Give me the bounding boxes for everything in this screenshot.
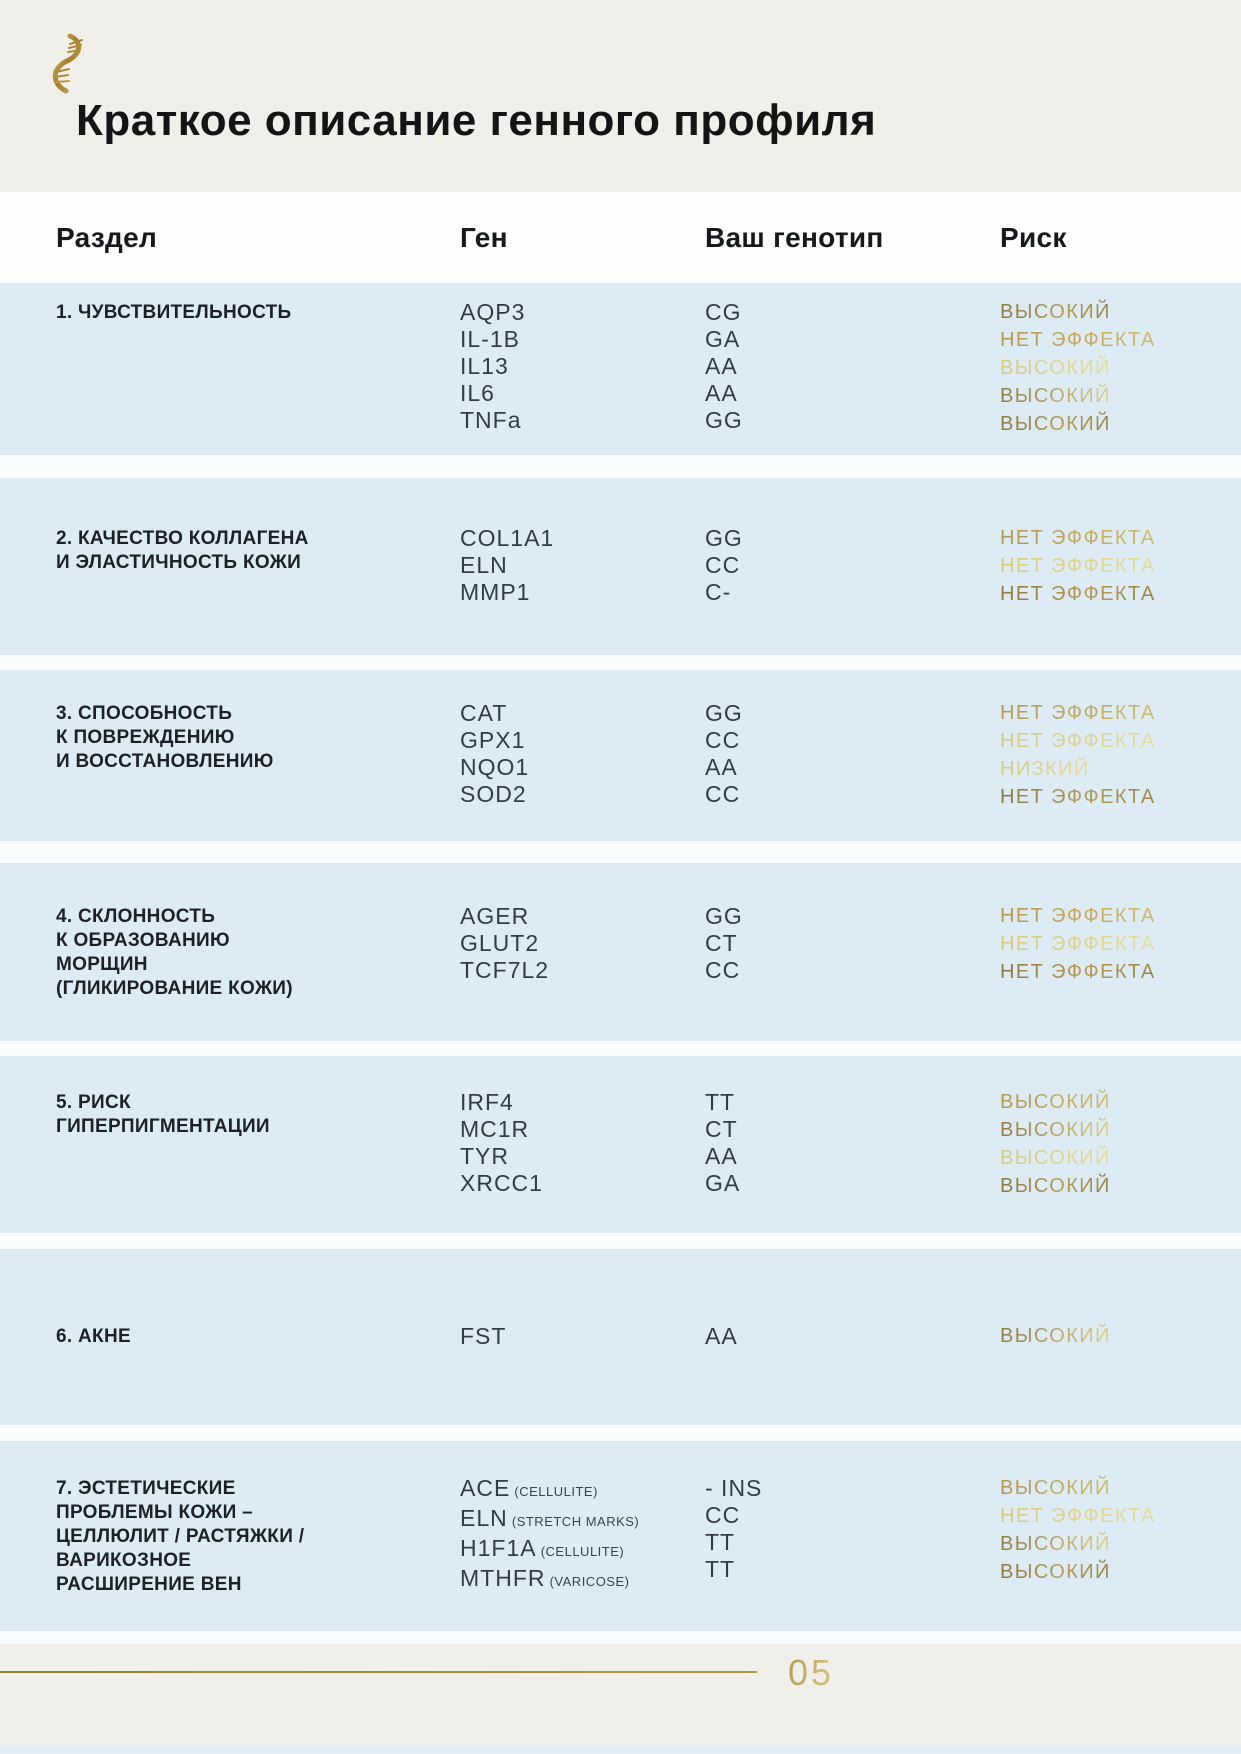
section-title-line: ВАРИКОЗНОЕ xyxy=(56,1550,192,1571)
genotype-cell: GA xyxy=(705,326,741,352)
sections xyxy=(0,283,1241,1644)
section-title-line: 4. СКЛОННОСТЬ xyxy=(56,906,216,927)
genotype-cell: CC xyxy=(705,780,741,807)
genotype-cell: - INS xyxy=(705,1475,763,1501)
gene-cell: TCF7L2 xyxy=(460,957,550,983)
risk-column xyxy=(1000,1475,1241,1587)
gene-cell: IL-1B xyxy=(460,326,520,352)
genotype-cell: CG xyxy=(705,299,742,325)
genotype-column xyxy=(705,700,1000,808)
genotype-cell: C- xyxy=(705,578,732,605)
gene-cell: FST xyxy=(460,1323,507,1349)
gene-column xyxy=(460,903,705,984)
section-title-cell xyxy=(56,1089,460,1139)
risk-cell xyxy=(1000,1089,1241,1117)
risk-value: ВЫСОКИЙ xyxy=(1000,299,1111,326)
risk-cell xyxy=(1000,1531,1241,1559)
column-header-section: Раздел xyxy=(56,222,158,253)
gene-cell: TYR xyxy=(460,1142,509,1169)
risk-cell xyxy=(1000,1503,1241,1531)
risk-cell xyxy=(1000,1323,1241,1351)
risk-column xyxy=(1000,903,1241,987)
genotype-cell: CC xyxy=(705,957,741,983)
section-row-group xyxy=(0,1323,1241,1351)
gene-cell: XRCC1 xyxy=(460,1169,543,1196)
gene-column xyxy=(460,700,705,808)
section-title-line: ГИПЕРПИГМЕНТАЦИИ xyxy=(56,1115,270,1137)
section-title-line: 7. ЭСТЕТИЧЕСКИЕ xyxy=(56,1478,236,1499)
column-header-genotype: Ваш генотип xyxy=(705,222,884,253)
page-number: 05 xyxy=(788,1652,835,1693)
risk-value: ВЫСОКИЙ xyxy=(1000,1089,1111,1116)
genotype-cell: AA xyxy=(705,1142,738,1169)
section-title-line: РАСШИРЕНИЕ ВЕН xyxy=(56,1574,242,1595)
footer-divider-line xyxy=(0,1671,757,1673)
risk-value: НЕТ ЭФФЕКТА xyxy=(1000,581,1156,608)
genotype-column xyxy=(705,525,1000,606)
risk-value: ВЫСОКИЙ xyxy=(1000,1531,1111,1558)
gene-cell: SOD2 xyxy=(460,780,527,807)
section-row-group xyxy=(0,903,1241,1001)
section-band xyxy=(0,1249,1241,1425)
section-title-line: 5. РИСК xyxy=(56,1091,131,1113)
section-title xyxy=(56,700,460,774)
risk-value: ВЫСОКИЙ xyxy=(1000,1145,1111,1172)
risk-cell xyxy=(1000,553,1241,581)
section-band xyxy=(0,1056,1241,1233)
risk-value: ВЫСОКИЙ xyxy=(1000,1117,1111,1144)
section-title-cell xyxy=(56,299,460,325)
genotype-cell: AA xyxy=(705,380,738,406)
risk-cell xyxy=(1000,327,1241,355)
risk-cell xyxy=(1000,1559,1241,1587)
risk-value: НЕТ ЭФФЕКТА xyxy=(1000,959,1156,986)
gene-column xyxy=(460,299,705,434)
risk-value: НИЗКИЙ xyxy=(1000,756,1090,783)
gene-cell: AQP3 xyxy=(460,299,526,325)
gene-cell: MTHFR (VARICOSE) xyxy=(460,1565,630,1591)
section-row-group xyxy=(0,299,1241,439)
risk-value: НЕТ ЭФФЕКТА xyxy=(1000,327,1156,354)
genotype-column xyxy=(705,903,1000,984)
genotype-cell: GG xyxy=(705,903,743,929)
risk-cell xyxy=(1000,1475,1241,1503)
column-header-gene: Ген xyxy=(460,222,508,253)
genotype-column xyxy=(705,299,1000,434)
risk-cell xyxy=(1000,784,1241,812)
gene-cell: ELN xyxy=(460,551,508,578)
risk-value: ВЫСОКИЙ xyxy=(1000,411,1111,438)
section-title-line: 3. СПОСОБНОСТЬ xyxy=(56,702,233,724)
section-title-line: К ОБРАЗОВАНИЮ xyxy=(56,930,230,951)
risk-value: НЕТ ЭФФЕКТА xyxy=(1000,931,1156,958)
section-title xyxy=(56,903,460,1001)
genotype-cell: GG xyxy=(705,524,743,551)
column-header-risk: Риск xyxy=(1000,222,1067,253)
gene-cell: GLUT2 xyxy=(460,930,540,956)
genotype-cell: CT xyxy=(705,930,738,956)
genotype-cell: TT xyxy=(705,1529,736,1555)
section-title-line: ЦЕЛЛЮЛИТ / РАСТЯЖКИ / xyxy=(56,1526,305,1547)
risk-column xyxy=(1000,700,1241,812)
risk-cell xyxy=(1000,383,1241,411)
section-row-group xyxy=(0,1475,1241,1597)
table-header xyxy=(0,192,1241,283)
section-title xyxy=(56,1475,460,1597)
gene-cell: IRF4 xyxy=(460,1088,514,1115)
risk-value: НЕТ ЭФФЕКТА xyxy=(1000,784,1156,811)
risk-value: НЕТ ЭФФЕКТА xyxy=(1000,525,1156,552)
risk-value: НЕТ ЭФФЕКТА xyxy=(1000,903,1156,930)
section-title-cell xyxy=(56,700,460,774)
risk-value: ВЫСОКИЙ xyxy=(1000,1323,1111,1350)
genotype-column xyxy=(705,1089,1000,1197)
gene-cell: CAT xyxy=(460,699,508,726)
gene-column xyxy=(460,525,705,606)
genotype-column xyxy=(705,1323,1000,1350)
risk-value: ВЫСОКИЙ xyxy=(1000,1173,1111,1200)
risk-column xyxy=(1000,1323,1241,1351)
section-title-line: ПРОБЛЕМЫ КОЖИ – xyxy=(56,1502,254,1523)
risk-value: ВЫСОКИЙ xyxy=(1000,1475,1111,1502)
gene-cell: ELN (STRETCH MARKS) xyxy=(460,1505,640,1531)
risk-cell xyxy=(1000,903,1241,931)
risk-value: НЕТ ЭФФЕКТА xyxy=(1000,1503,1156,1530)
section-title-cell xyxy=(56,1475,460,1597)
gene-cell: ACE (CELLULITE) xyxy=(460,1475,598,1501)
genotype-cell: CC xyxy=(705,551,741,578)
section-title-line: И ВОССТАНОВЛЕНИЮ xyxy=(56,750,274,772)
gene-cell: NQO1 xyxy=(460,753,530,780)
dna-logo-icon xyxy=(46,32,88,100)
risk-cell xyxy=(1000,700,1241,728)
section-row-group xyxy=(0,1089,1241,1201)
section-title-line: 2. КАЧЕСТВО КОЛЛАГЕНА xyxy=(56,527,309,549)
gene-cell: MMP1 xyxy=(460,578,531,605)
section-band xyxy=(0,1441,1241,1631)
section-title xyxy=(56,525,460,575)
risk-cell xyxy=(1000,959,1241,987)
gene-cell: MC1R xyxy=(460,1115,530,1142)
section-band xyxy=(0,478,1241,655)
gene-cell: IL13 xyxy=(460,353,509,379)
section-title-cell xyxy=(56,903,460,1001)
section-band xyxy=(0,670,1241,841)
risk-cell xyxy=(1000,1117,1241,1145)
risk-cell xyxy=(1000,1145,1241,1173)
risk-cell xyxy=(1000,581,1241,609)
risk-cell xyxy=(1000,728,1241,756)
risk-value: ВЫСОКИЙ xyxy=(1000,383,1111,410)
gene-cell: IL6 xyxy=(460,380,495,406)
section-title-cell xyxy=(56,1323,460,1349)
genotype-cell: TT xyxy=(705,1088,736,1115)
risk-cell xyxy=(1000,1173,1241,1201)
section-title xyxy=(56,1323,460,1349)
gene-cell: TNFa xyxy=(460,407,522,433)
genotype-cell: AA xyxy=(705,753,738,780)
section-band xyxy=(0,283,1241,455)
gene-column xyxy=(460,1475,705,1595)
gene-note: (STRETCH MARKS) xyxy=(507,1514,640,1529)
section-band xyxy=(0,863,1241,1041)
gene-note: (VARICOSE) xyxy=(545,1574,630,1589)
genotype-cell: CC xyxy=(705,726,741,753)
genotype-cell: GG xyxy=(705,407,743,433)
risk-cell xyxy=(1000,931,1241,959)
gene-note: (CELLULITE) xyxy=(536,1544,625,1559)
genotype-cell: GG xyxy=(705,699,743,726)
risk-value: НЕТ ЭФФЕКТА xyxy=(1000,728,1156,755)
risk-column xyxy=(1000,1089,1241,1201)
section-row-group xyxy=(0,525,1241,609)
risk-column xyxy=(1000,299,1241,439)
section-title-cell xyxy=(56,525,460,575)
section-title-line: И ЭЛАСТИЧНОСТЬ КОЖИ xyxy=(56,551,302,573)
risk-value: НЕТ ЭФФЕКТА xyxy=(1000,700,1156,727)
risk-value: ВЫСОКИЙ xyxy=(1000,1559,1111,1586)
section-row-group xyxy=(0,700,1241,812)
risk-cell xyxy=(1000,525,1241,553)
section-title-line: (ГЛИКИРОВАНИЕ КОЖИ) xyxy=(56,978,293,999)
gene-note: (CELLULITE) xyxy=(510,1484,598,1499)
risk-column xyxy=(1000,525,1241,609)
genotype-cell: CC xyxy=(705,1502,741,1528)
risk-cell xyxy=(1000,756,1241,784)
page-title: Краткое описание генного профиля xyxy=(76,96,877,145)
section-title-line: 1. ЧУВСТВИТЕЛЬНОСТЬ xyxy=(56,302,292,323)
genotype-cell: AA xyxy=(705,1323,738,1349)
section-title-line: 6. АКНЕ xyxy=(56,1326,131,1347)
section-title xyxy=(56,1089,460,1139)
gene-column xyxy=(460,1089,705,1197)
risk-cell xyxy=(1000,299,1241,327)
gene-column xyxy=(460,1323,705,1350)
risk-value: НЕТ ЭФФЕКТА xyxy=(1000,553,1156,580)
gene-cell: H1F1A (CELLULITE) xyxy=(460,1535,625,1561)
gene-cell: GPX1 xyxy=(460,726,526,753)
genotype-cell: CT xyxy=(705,1115,738,1142)
genotype-column xyxy=(705,1475,1000,1583)
genotype-cell: AA xyxy=(705,353,738,379)
section-title-line: МОРЩИН xyxy=(56,954,148,975)
section-title-line: К ПОВРЕЖДЕНИЮ xyxy=(56,726,235,748)
genotype-cell: GA xyxy=(705,1169,741,1196)
genotype-cell: TT xyxy=(705,1556,736,1582)
risk-cell xyxy=(1000,355,1241,383)
gene-cell: AGER xyxy=(460,903,530,929)
section-title xyxy=(56,299,460,325)
gene-cell: COL1A1 xyxy=(460,524,555,551)
risk-value: ВЫСОКИЙ xyxy=(1000,355,1111,382)
bottom-strip xyxy=(0,1746,1241,1754)
risk-cell xyxy=(1000,411,1241,439)
